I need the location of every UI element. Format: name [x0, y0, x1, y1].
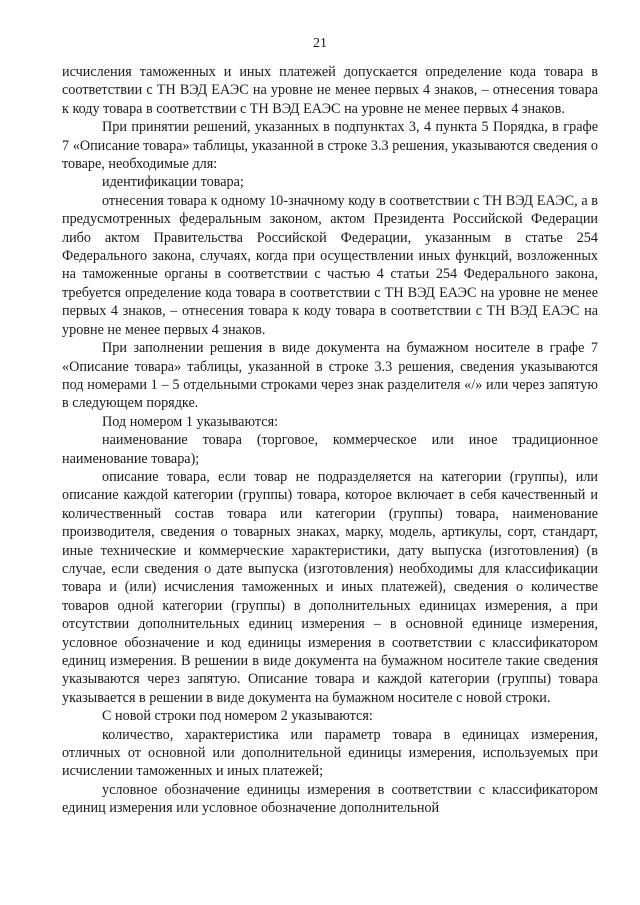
paragraph: отнесения товара к одному 10-значному коду в соответствии с ТН ВЭД ЕАЭС, а в предусмотренных федеральным законом, актом Президента Российской Федерации либо актом Правительства Российской Федерации, указанным в статье 254 Федерального закона, случаях, когда при осуществлении иных функций, возложенных на таможенные органы в соответствии с частью 4 статьи 254 Федерального закона, требуется определение кода товара в соответствии с ТН ВЭД ЕАЭС на уровне не менее первых 4 знаков, – отнесения товара к коду товара в соответствии с ТН ВЭД ЕАЭС на уровне не менее первых 4 знаков. [62, 192, 598, 338]
paragraph: исчисления таможенных и иных платежей допускается определение кода товара в соответствии с ТН ВЭД ЕАЭС на уровне не менее первых 4 знаков, – отнесения товара к коду товара в соответствии с ТН ВЭД ЕАЭС на уровне не менее первых 4 знаков. [62, 64, 598, 117]
paragraph: наименование товара (торговое, коммерческое или иное традиционное наименование товара); [62, 432, 598, 467]
paragraph: условное обозначение единицы измерения в соответствии с классификатором единиц измерения или условное обозначение дополнительной [62, 781, 598, 817]
paragraph: описание товара, если товар не подразделяется на категории (группы), или описание каждой категории (группы) товара, которое включает в себя качественный и количественный состав товара или категории (группы) товара, наименование производителя, сведения о товарных знаках, марку, модель, артикулы, сорт, стандарт, иные технические и коммерческие характеристики, дату выпуска (изготовления) (в случае, если сведения о дате выпуска (изготовления) необходимы для классификации товара и (или) исчисления таможенных и иных платежей), сведения о количестве товаров одной категории (группы) в дополнительных единицах измерения, а при отсутствии дополнительных единиц измерения – в основной единице измерения, условное обозначение и код единицы измерения в соответствии с классификатором единиц измерения. В решении в виде документа на бумажном носителе такие сведения указываются через запятую. Описание товара и каждой категории (группы) товара указывается в решении в виде документа на бумажном носителе с новой строки. [62, 468, 598, 706]
paragraph: количество, характеристика или параметр товара в единицах измерения, отличных от основной или дополнительной единицы измерения, используемых при исчислении таможенных и иных платежей; [62, 726, 598, 780]
paragraph: С новой строки под номером 2 указываются: [102, 708, 373, 725]
paragraph: При принятии решений, указанных в подпунктах 3, 4 пункта 5 Порядка, в графе 7 «Описание товара» таблицы, указанной в строке 3.3 решения, указываются сведения о товаре, необходимые для: [62, 119, 598, 173]
paragraph: Под номером 1 указываются: [102, 413, 279, 430]
paragraph: При заполнении решения в виде документа на бумажном носителе в графе 7 «Описание товара» таблицы, указанной в строке 3.3 решения, сведения указываются под номерами 1 – 5 отдельными строками через знак разделителя «/» или через запятую в следующем порядке. [62, 340, 598, 412]
paragraph: идентификации товара; [102, 174, 244, 191]
page-number: 21 [313, 36, 327, 51]
document-body [62, 63, 598, 818]
